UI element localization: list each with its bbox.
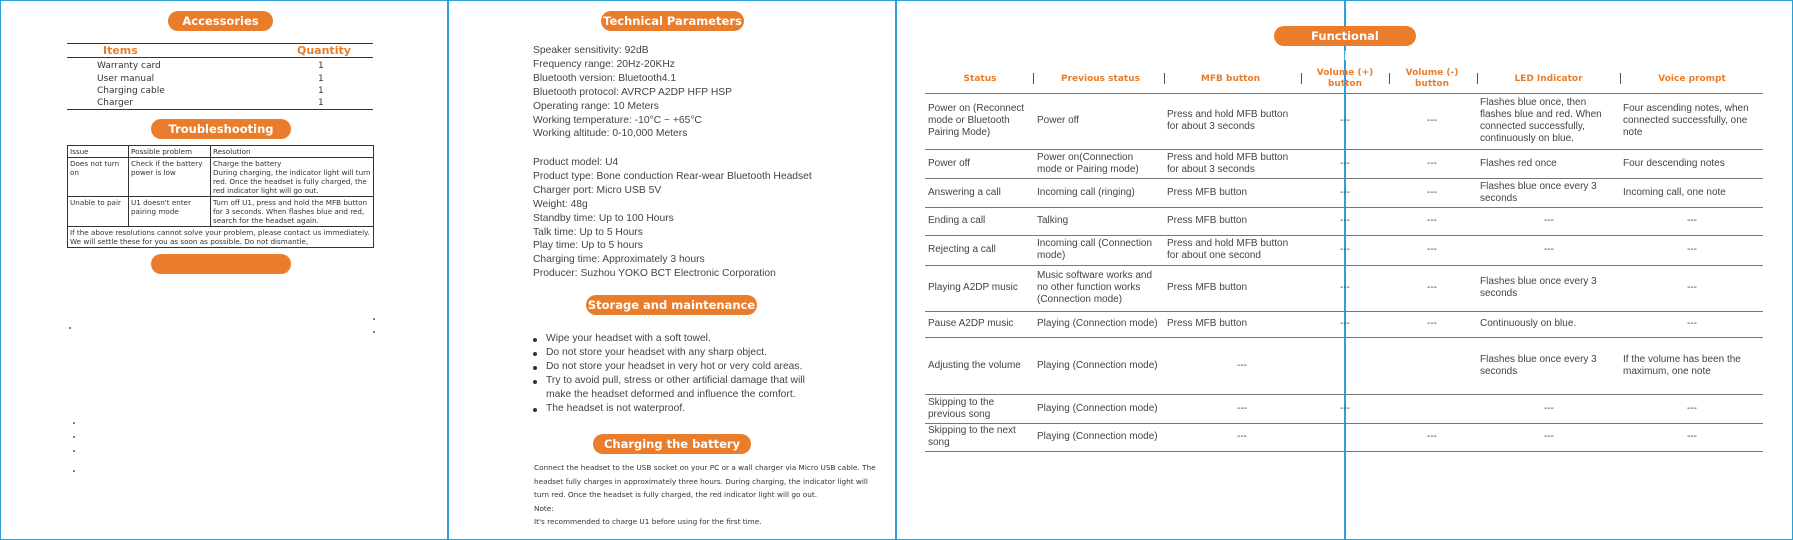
table-cell: --- <box>1340 403 1350 414</box>
tech-param-line: Product type: Bone conduction Rear-wear Bluetooth Headset <box>533 170 812 182</box>
table-row <box>925 207 1763 235</box>
table-cell: --- <box>1340 318 1350 329</box>
table-cell: Playing (Connection mode) <box>1037 360 1158 371</box>
table-cell: --- <box>1544 215 1554 226</box>
header-mfb-button: MFB button <box>1200 74 1261 84</box>
accessory-quantity: 1 <box>318 98 324 108</box>
table-cell: --- <box>1687 244 1697 255</box>
charging-line: Connect the headset to the USB socket on your PC or a wall charger via Micro USB cable. The <box>534 463 876 472</box>
table-cell: --- <box>1340 282 1350 293</box>
header-volume-minus: Volume (-) button <box>1405 68 1459 89</box>
storage-text: make the headset deformed and influence the comfort. <box>546 389 796 400</box>
list-item <box>67 61 373 74</box>
tech-param-line: Speaker sensitivity: 92dB <box>533 45 649 56</box>
table-cell: Flashes blue once, then flashes blue and red. When connected successfully, continuously on blue. <box>1480 97 1602 144</box>
table-cell: Pause A2DP music <box>928 318 1014 329</box>
table-cell: --- <box>1687 282 1697 293</box>
storage-text: The headset is not waterproof. <box>546 403 686 414</box>
table-row <box>925 311 1763 337</box>
table-cell: --- <box>1687 431 1697 442</box>
accessories-title: Accessories <box>168 11 273 31</box>
panel-divider <box>895 0 897 540</box>
table-row <box>925 93 1763 149</box>
table-header: Issue <box>68 146 129 158</box>
table-cell: Music software works and no other function works (Connection mode) <box>1037 270 1153 305</box>
bullet-dot <box>373 318 375 320</box>
accessory-quantity: 1 <box>318 74 324 84</box>
tech-param-line: Bluetooth version: Bluetooth4.1 <box>533 72 677 84</box>
charging-line: headset fully charges in approximately three hours. During charging, the indicator light will <box>534 476 868 486</box>
table-cell: Flashes blue once every 3 seconds <box>1480 354 1597 377</box>
header-separator <box>1301 73 1302 84</box>
table-cell: --- <box>1237 431 1247 442</box>
charging-line: turn red. Once the headset is fully charged, the red indicator light will go out. <box>534 490 818 500</box>
header-separator <box>1389 73 1390 84</box>
table-cell: --- <box>1340 215 1350 226</box>
header-led-indicator: LED Indicator <box>1514 74 1583 84</box>
accessory-item: Warranty card <box>97 61 161 71</box>
table-cell: Four descending notes <box>1623 158 1725 169</box>
table-cell: Press MFB button <box>1167 282 1248 293</box>
charging-line: Note: <box>534 503 554 513</box>
table-cell: Press and hold MFB button for about 3 seconds <box>1167 152 1289 175</box>
tech-param-line: Talk time: Up to 5 Hours <box>533 226 643 238</box>
accessory-item: Charger <box>97 98 133 108</box>
table-cell: --- <box>1427 318 1437 329</box>
table-cell: Flashes red once <box>1480 158 1557 169</box>
tech-param-line: Operating range: 10 Meters <box>533 100 659 112</box>
tech-param-line: Charger port: Micro USB 5V <box>533 184 662 196</box>
table-cell: --- <box>1427 244 1437 255</box>
tech-param-line: Product model: U4 <box>533 157 619 168</box>
table-cell: Playing (Connection mode) <box>1037 403 1158 414</box>
tech-param-line: Charging time: Approximately 3 hours <box>533 254 705 266</box>
storage-text: Do not store your headset in very hot or very cold areas. <box>546 361 803 372</box>
bullet-dot <box>73 470 75 472</box>
table-cell: Does not turn on <box>68 158 129 197</box>
divider <box>67 43 373 44</box>
charging-title: Charging the battery <box>593 434 751 454</box>
table-row <box>925 149 1763 178</box>
table-cell: Incoming call, one note <box>1623 187 1726 198</box>
bullet-dot <box>533 352 537 356</box>
bullet-dot <box>73 436 75 438</box>
tech-param-line: Producer: Suzhou YOKO BCT Electronic Corporation <box>533 268 776 280</box>
table-cell: Unable to pair <box>68 197 129 227</box>
table-cell: --- <box>1427 431 1437 442</box>
accessory-item: Charging cable <box>97 86 165 96</box>
list-item <box>67 98 373 111</box>
table-cell: Check if the battery power is low <box>129 158 211 197</box>
table-cell: --- <box>1237 360 1247 371</box>
header-separator <box>1620 73 1621 84</box>
table-cell: --- <box>1340 158 1350 169</box>
table-row <box>925 265 1763 311</box>
table-cell: Playing (Connection mode) <box>1037 318 1158 329</box>
header-volume-plus: Volume (+) button <box>1316 68 1374 89</box>
troubleshooting-title: Troubleshooting <box>151 119 291 139</box>
table-cell: Adjusting the volume <box>928 360 1021 371</box>
table-cell: --- <box>1340 187 1350 198</box>
bullet-dot <box>73 422 75 424</box>
table-footer-note: If the above resolutions cannot solve your problem, please contact us immediately. We will settle these for you as soon as possible. Do not dismantle, <box>68 227 374 248</box>
table-row <box>925 337 1763 394</box>
table-cell: Skipping to the previous song <box>928 397 995 420</box>
accessories-col-quantity: Quantity <box>297 44 351 57</box>
table-cell: --- <box>1237 403 1247 414</box>
bullet-dot <box>533 366 537 370</box>
accessory-quantity: 1 <box>318 61 324 71</box>
accessory-item: User manual <box>97 74 155 84</box>
table-cell: Flashes blue once every 3 seconds <box>1480 276 1597 299</box>
table-cell: Answering a call <box>928 187 1001 198</box>
accessories-col-items: Items <box>103 44 138 57</box>
storage-text: Try to avoid pull, stress or other artificial damage that will <box>546 375 805 386</box>
bullet-dot <box>69 327 71 329</box>
table-row <box>925 235 1763 265</box>
table-cell: --- <box>1687 403 1697 414</box>
table-cell: --- <box>1427 187 1437 198</box>
bullet-dot <box>533 408 537 412</box>
table-cell: Power off <box>928 158 971 169</box>
tech-param-line: Bluetooth protocol: AVRCP A2DP HFP HSP <box>533 86 732 98</box>
table-cell: --- <box>1427 158 1437 169</box>
table-header: Possible problem <box>129 146 211 158</box>
header-previous-status: Previous status <box>1061 74 1140 84</box>
tech-param-line: Standby time: Up to 100 Hours <box>533 212 674 224</box>
header-separator <box>1033 73 1034 84</box>
charging-line: It's recommended to charge U1 before using for the first time. <box>534 517 762 527</box>
header-separator <box>1164 73 1165 84</box>
table-cell: Incoming call (ringing) <box>1037 187 1135 198</box>
bullet-dot <box>533 380 537 384</box>
table-cell: Rejecting a call <box>928 244 996 255</box>
header-separator <box>1477 73 1478 84</box>
tech-param-line: Weight: 48g <box>533 198 588 210</box>
storage-text: Do not store your headset with any sharp object. <box>546 347 767 358</box>
table-cell: Incoming call (Connection mode) <box>1037 238 1153 261</box>
accessory-quantity: 1 <box>318 86 324 96</box>
tech-param-line: Frequency range: 20Hz-20KHz <box>533 58 675 70</box>
table-cell: --- <box>1544 403 1554 414</box>
divider <box>67 57 373 58</box>
tech-param-line: Working temperature: -10°C ~ +65°C <box>533 114 702 126</box>
table-cell: Flashes blue once every 3 seconds <box>1480 181 1597 204</box>
table-cell: Power on (Reconnect mode or Bluetooth Pairing Mode) <box>928 103 1025 138</box>
tech-param-line: Play time: Up to 5 hours <box>533 240 643 252</box>
blank-section-pill <box>151 254 291 274</box>
technical-title: Technical Parameters <box>601 11 744 31</box>
storage-title: Storage and maintenance <box>586 295 757 315</box>
table-row <box>68 158 374 197</box>
table-row <box>925 178 1763 207</box>
table-row <box>68 197 374 227</box>
table-cell: Ending a call <box>928 215 986 226</box>
table-cell: Press and hold MFB button for about 3 seconds <box>1167 109 1289 132</box>
header-status: Status <box>963 74 997 84</box>
table-cell: If the volume has been the maximum, one note <box>1623 354 1741 377</box>
row-divider <box>925 451 1763 452</box>
table-cell: Press MFB button <box>1167 215 1248 226</box>
table-cell: Playing (Connection mode) <box>1037 431 1158 442</box>
table-cell: Skipping to the next song <box>928 425 1016 448</box>
table-cell: Press MFB button <box>1167 318 1248 329</box>
table-cell: --- <box>1544 244 1554 255</box>
table-cell: Press and hold MFB button for about one second <box>1167 238 1289 261</box>
table-cell: --- <box>1427 282 1437 293</box>
table-cell: Four ascending notes, when connected successfully, one note <box>1623 103 1749 138</box>
table-cell: U1 doesn't enter pairing mode <box>129 197 211 227</box>
table-cell: Continuously on blue. <box>1480 318 1577 329</box>
table-row <box>925 394 1763 423</box>
table-cell: --- <box>1340 244 1350 255</box>
table-header: Resolution <box>211 146 374 158</box>
table-cell: --- <box>1687 318 1697 329</box>
header-voice-prompt: Voice prompt <box>1658 74 1726 84</box>
table-cell: Power off <box>1037 115 1080 126</box>
bullet-dot <box>73 450 75 452</box>
storage-text: Wipe your headset with a soft towel. <box>546 333 711 344</box>
table-cell: --- <box>1687 215 1697 226</box>
table-cell: --- <box>1427 215 1437 226</box>
table-cell: Power on(Connection mode or Pairing mode) <box>1037 152 1139 175</box>
table-cell: Charge the battery During charging, the indicator light will turn red. Once the headset is fully charged, the red indicator light will go out. <box>211 158 374 197</box>
bullet-dot <box>533 338 537 342</box>
table-cell: Turn off U1, press and hold the MFB button for 3 seconds. When flashes blue and red, search for the headset again. <box>211 197 374 227</box>
table-cell: Press MFB button <box>1167 187 1248 198</box>
table-cell: Playing A2DP music <box>928 282 1018 293</box>
table-cell: --- <box>1427 115 1437 126</box>
functional-title: Functional description <box>1274 26 1416 46</box>
bullet-dot <box>373 331 375 333</box>
panel-divider <box>447 0 449 540</box>
table-cell: --- <box>1340 115 1350 126</box>
table-cell: --- <box>1544 431 1554 442</box>
table-row <box>925 423 1763 451</box>
table-cell: Talking <box>1037 215 1069 226</box>
troubleshooting-table <box>67 145 374 248</box>
tech-param-line: Working altitude: 0-10,000 Meters <box>533 128 688 140</box>
